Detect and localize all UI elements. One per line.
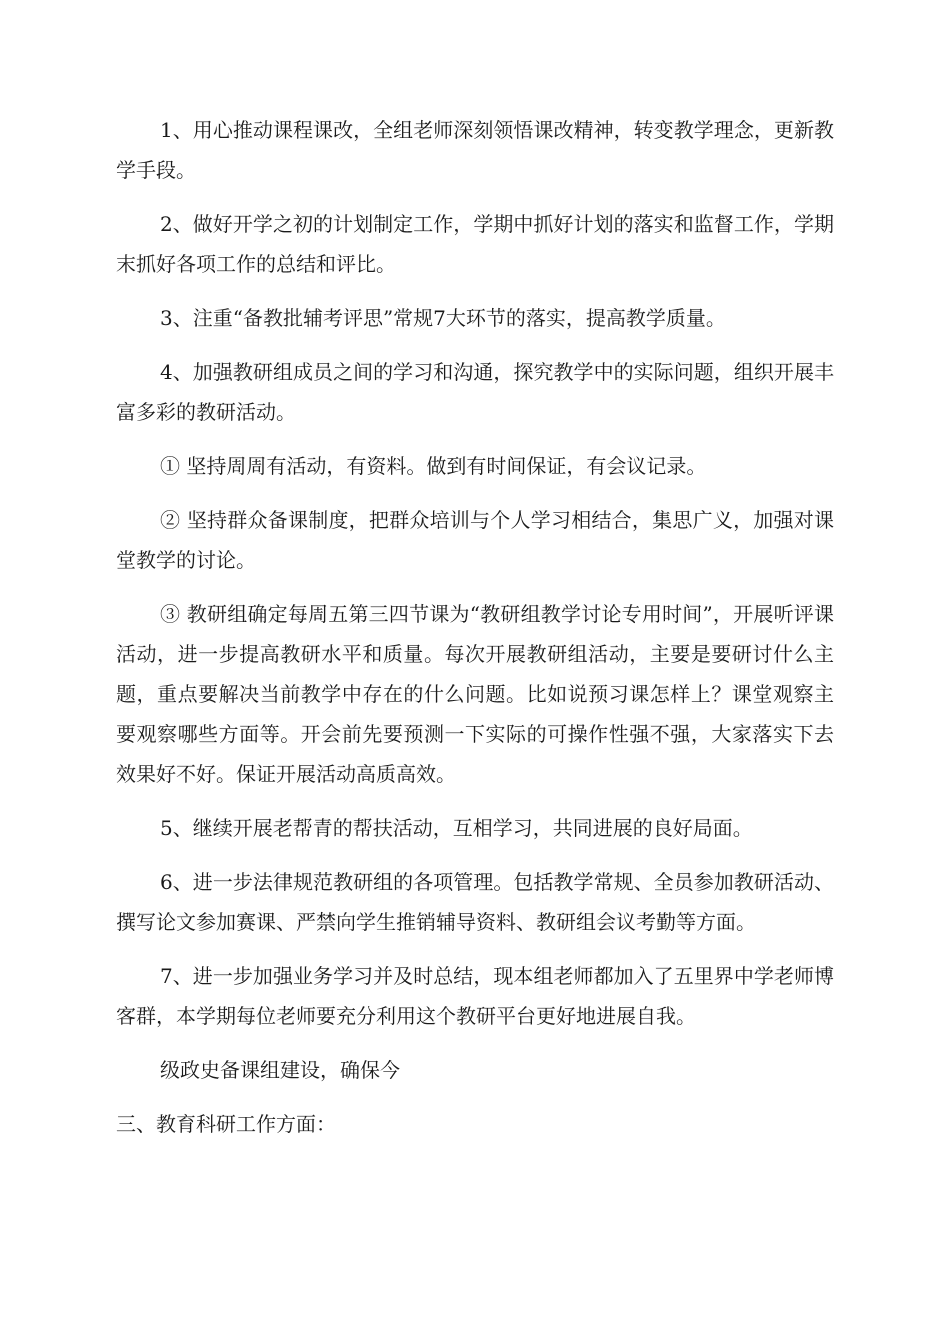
sub-item-2: ② 坚持群众备课制度，把群众培训与个人学习相结合，集思广义，加强对课堂教学的讨论。 <box>116 508 834 572</box>
section-heading: 三、教育科研工作方面： <box>116 1112 336 1136</box>
paragraph-item-3: 3、注重“备教批辅考评思”常规7大环节的落实，提高教学质量。 <box>160 306 726 330</box>
document-body <box>116 110 834 1158</box>
paragraph-item-7: 7、进一步加强业务学习并及时总结，现本组老师都加入了五里界中学老师博客群，本学期每位老师要充分利用这个教研平台更好地进展自我。 <box>116 964 834 1028</box>
paragraph-item-6: 6、进一步法律规范教研组的各项管理。包括教学常规、全员参加教研活动、撰写论文参加赛课、严禁向学生推销辅导资料、教研组会议考勤等方面。 <box>116 870 834 934</box>
paragraph-item-2: 2、做好开学之初的计划制定工作，学期中抓好计划的落实和监督工作，学期末抓好各项工作的总结和评比。 <box>116 212 834 276</box>
paragraph-item-5: 5、继续开展老帮青的帮扶活动，互相学习，共同进展的良好局面。 <box>160 816 753 840</box>
sub-item-3: ③ 教研组确定每周五第三四节课为“教研组教学讨论专用时间”，开展听评课活动，进一步提高教研水平和质量。每次开展教研组活动，主要是要研讨什么主题，重点要解决当前教学中存在的什么问题。比如说预习课怎样上？课堂观察主要观察哪些方面等。开会前先要预测一下实际的可操作性强不强，大家落实下去效果好不好。保证开展活动高质高效。 <box>116 602 834 786</box>
paragraph-item-4: 4、加强教研组成员之间的学习和沟通，探究教学中的实际问题，组织开展丰富多彩的教研活动。 <box>116 360 834 424</box>
sub-item-1: ① 坚持周周有活动，有资料。做到有时间保证，有会议记录。 <box>160 454 707 478</box>
fragment-line: 级政史备课组建设，确保今 <box>160 1058 400 1082</box>
paragraph-item-1: 1、用心推动课程课改，全组老师深刻领悟课改精神，转变教学理念，更新教学手段。 <box>116 118 834 182</box>
